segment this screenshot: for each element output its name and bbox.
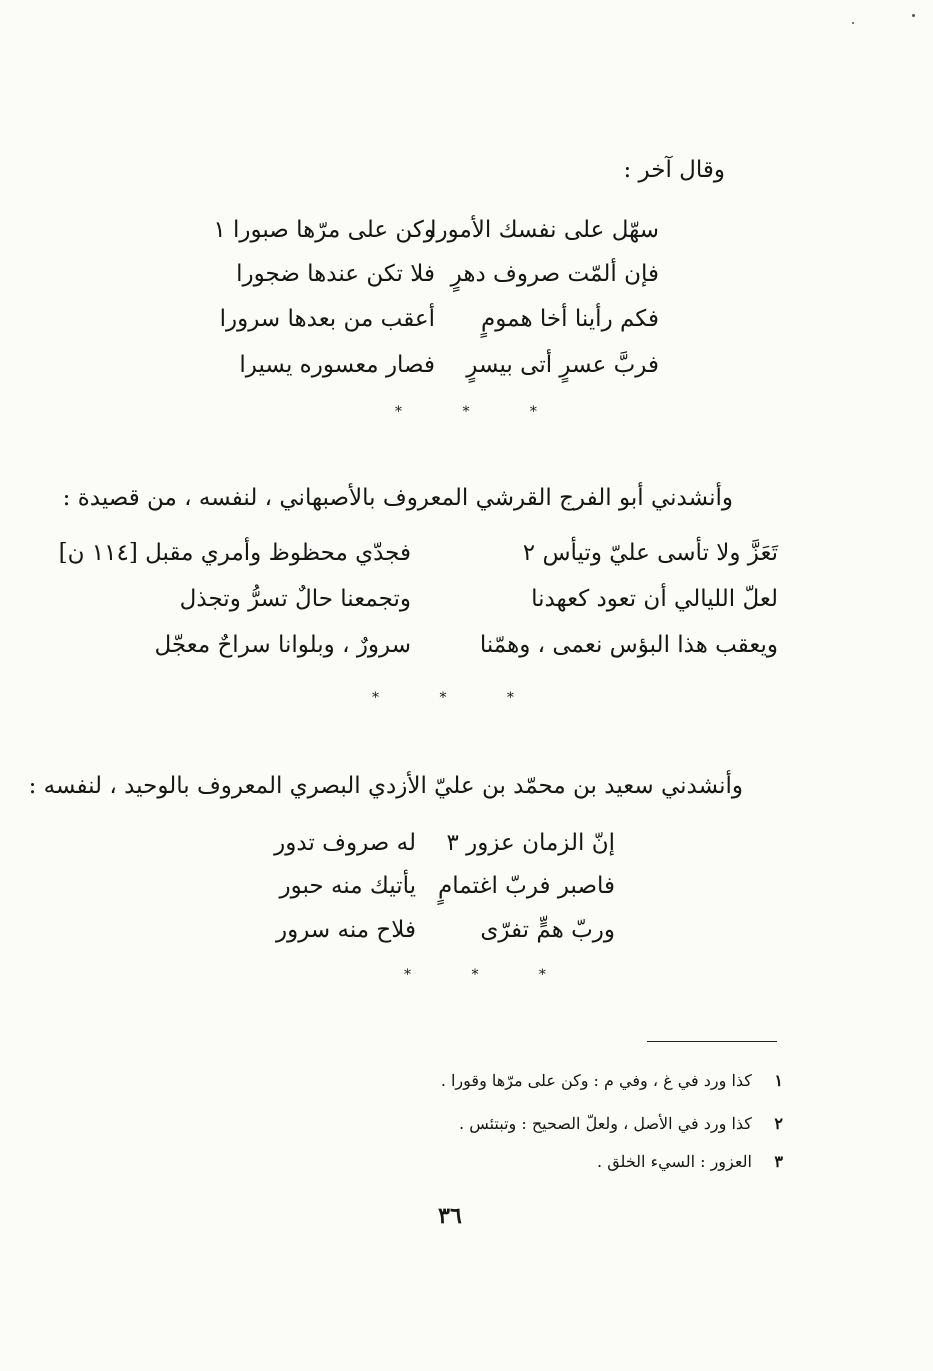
footnote-2-text: كذا ورد في الأصل ، ولعلّ الصحيح : وتبتئس . — [459, 1114, 752, 1133]
scan-speck — [912, 14, 915, 17]
footnote-3-text: العزور : السيء الخلق . — [597, 1152, 752, 1171]
section1-verse4-hemistich2: فصار معسوره يسيرا — [239, 352, 435, 378]
scan-speck — [852, 22, 854, 24]
section2-verse1-hemistich2: فجدّي محظوظ وأمري مقبل [١١٤ ن] — [58, 540, 411, 566]
section3-verse2-hemistich2: يأتيك منه حبور — [279, 873, 416, 899]
section1-verse3-hemistich2: أعقب من بعدها سرورا — [219, 306, 435, 332]
footnote-2 — [459, 1113, 783, 1135]
section3-intro: وأنشدني سعيد بن محمّد بن عليّ الأزدي البصري المعروف بالوحيد ، لنفسه : — [28, 773, 743, 799]
section3-verse2-hemistich1: فاصبر فربّ اغتمامٍ — [437, 873, 615, 899]
section-separator-2: * * * — [372, 690, 542, 706]
section3-verse3-hemistich2: فلاح منه سرور — [276, 917, 416, 943]
footnote-3 — [597, 1151, 783, 1173]
section3-verse3-hemistich1: وربّ همٍّ تفرّى — [480, 917, 615, 943]
section1-verse2-hemistich2: فلا تكن عندها ضجورا — [236, 261, 435, 287]
section1-verse1-hemistich1: سهّل على نفسك الأمورا — [430, 217, 659, 243]
section2-intro: وأنشدني أبو الفرج القرشي المعروف بالأصبهاني ، لنفسه ، من قصيدة : — [62, 485, 733, 511]
section1-intro: وقال آخر : — [623, 157, 725, 183]
section1-verse4-hemistich1: فربَّ عسرٍ أتى بيسرٍ — [466, 352, 659, 378]
section2-verse2-hemistich1: لعلّ الليالي أن تعود كعهدنا — [531, 586, 778, 612]
section3-verse1-hemistich1: إنّ الزمان عزور ٣ — [446, 830, 615, 856]
section1-verse1-hemistich2: وكن على مرّها صبورا ١ — [213, 217, 435, 243]
section1-verse3-hemistich1: فكم رأينا أخا همومٍ — [481, 306, 659, 332]
section-separator-3: * * * — [404, 967, 574, 983]
section2-verse2-hemistich2: وتجمعنا حالٌ تسرُّ وتجذل — [179, 586, 411, 612]
footnote-2-number: ٢ — [774, 1114, 783, 1133]
footnote-1 — [441, 1070, 783, 1092]
footnote-1-number: ١ — [774, 1071, 783, 1090]
footnote-rule — [647, 1041, 777, 1042]
footnote-3-number: ٣ — [774, 1152, 783, 1171]
section2-verse3-hemistich2: سرورٌ ، وبلوانا سراحٌ معجّل — [154, 632, 411, 658]
section-separator-1: * * * — [395, 404, 565, 420]
section2-verse3-hemistich1: ويعقب هذا البؤس نعمى ، وهمّنا — [479, 632, 778, 658]
footnote-1-text: كذا ورد في غ ، وفي م : وكن على مرّها وقورا . — [440, 1071, 752, 1090]
page-number: ٣٦ — [438, 1203, 462, 1229]
section2-verse1-hemistich1: تَعَزَّ ولا تأسى عليّ وتيأس ٢ — [522, 540, 778, 566]
section1-verse2-hemistich1: فإن ألمّت صروف دهرٍ — [450, 261, 659, 287]
section3-verse1-hemistich2: له صروف تدور — [274, 830, 416, 856]
